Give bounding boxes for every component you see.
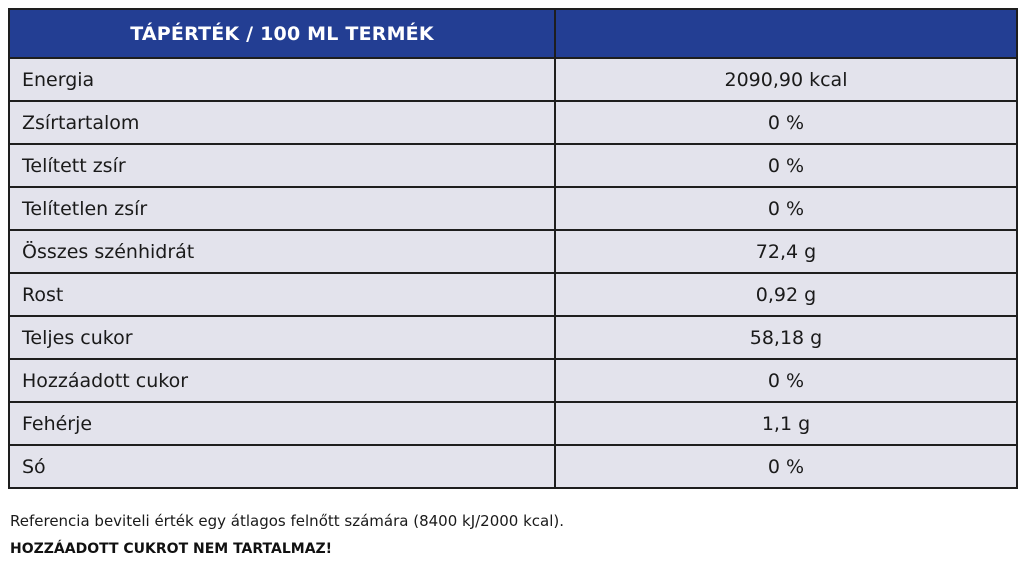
nutrient-label: Rost: [9, 273, 555, 316]
table-row: [9, 230, 1017, 273]
nutrient-value: 72,4 g: [555, 230, 1017, 273]
nutrient-label: Zsírtartalom: [9, 101, 555, 144]
nutrient-value: 0 %: [555, 101, 1017, 144]
table-row: [9, 316, 1017, 359]
nutrient-value: 0,92 g: [555, 273, 1017, 316]
nutrition-table: [8, 8, 1018, 489]
nutrient-label: Telített zsír: [9, 144, 555, 187]
nutrition-table-body: [9, 58, 1017, 488]
nutrient-value: 1,1 g: [555, 402, 1017, 445]
nutrient-label: Összes szénhidrát: [9, 230, 555, 273]
nutrient-label: Telítetlen zsír: [9, 187, 555, 230]
table-row: [9, 187, 1017, 230]
nutrient-value: 0 %: [555, 187, 1017, 230]
nutrient-label: Só: [9, 445, 555, 488]
nutrient-value: 2090,90 kcal: [555, 58, 1017, 101]
reference-intake-note: Referencia beviteli érték egy átlagos felnőtt számára (8400 kJ/2000 kcal).: [10, 512, 565, 530]
nutrient-label: Fehérje: [9, 402, 555, 445]
header-row: [9, 9, 1017, 58]
table-row: [9, 445, 1017, 488]
nutrient-label: Hozzáadott cukor: [9, 359, 555, 402]
no-added-sugar-warning: HOZZÁADOTT CUKROT NEM TARTALMAZ!: [10, 541, 333, 557]
nutrient-value: 58,18 g: [555, 316, 1017, 359]
footer: [10, 511, 1010, 559]
nutrient-value: 0 %: [555, 359, 1017, 402]
nutrient-value: 0 %: [555, 445, 1017, 488]
nutrient-label: Teljes cukor: [9, 316, 555, 359]
table-row: [9, 359, 1017, 402]
nutrition-table-container: [8, 8, 1016, 489]
nutrition-table-header: [9, 9, 1017, 58]
header-empty: [555, 9, 1017, 58]
table-row: [9, 144, 1017, 187]
table-row: [9, 273, 1017, 316]
nutrient-value: 0 %: [555, 144, 1017, 187]
table-row: [9, 402, 1017, 445]
header-title: TÁPÉRTÉK / 100 ML TERMÉK: [9, 9, 555, 58]
table-row: [9, 101, 1017, 144]
table-row: [9, 58, 1017, 101]
nutrient-label: Energia: [9, 58, 555, 101]
